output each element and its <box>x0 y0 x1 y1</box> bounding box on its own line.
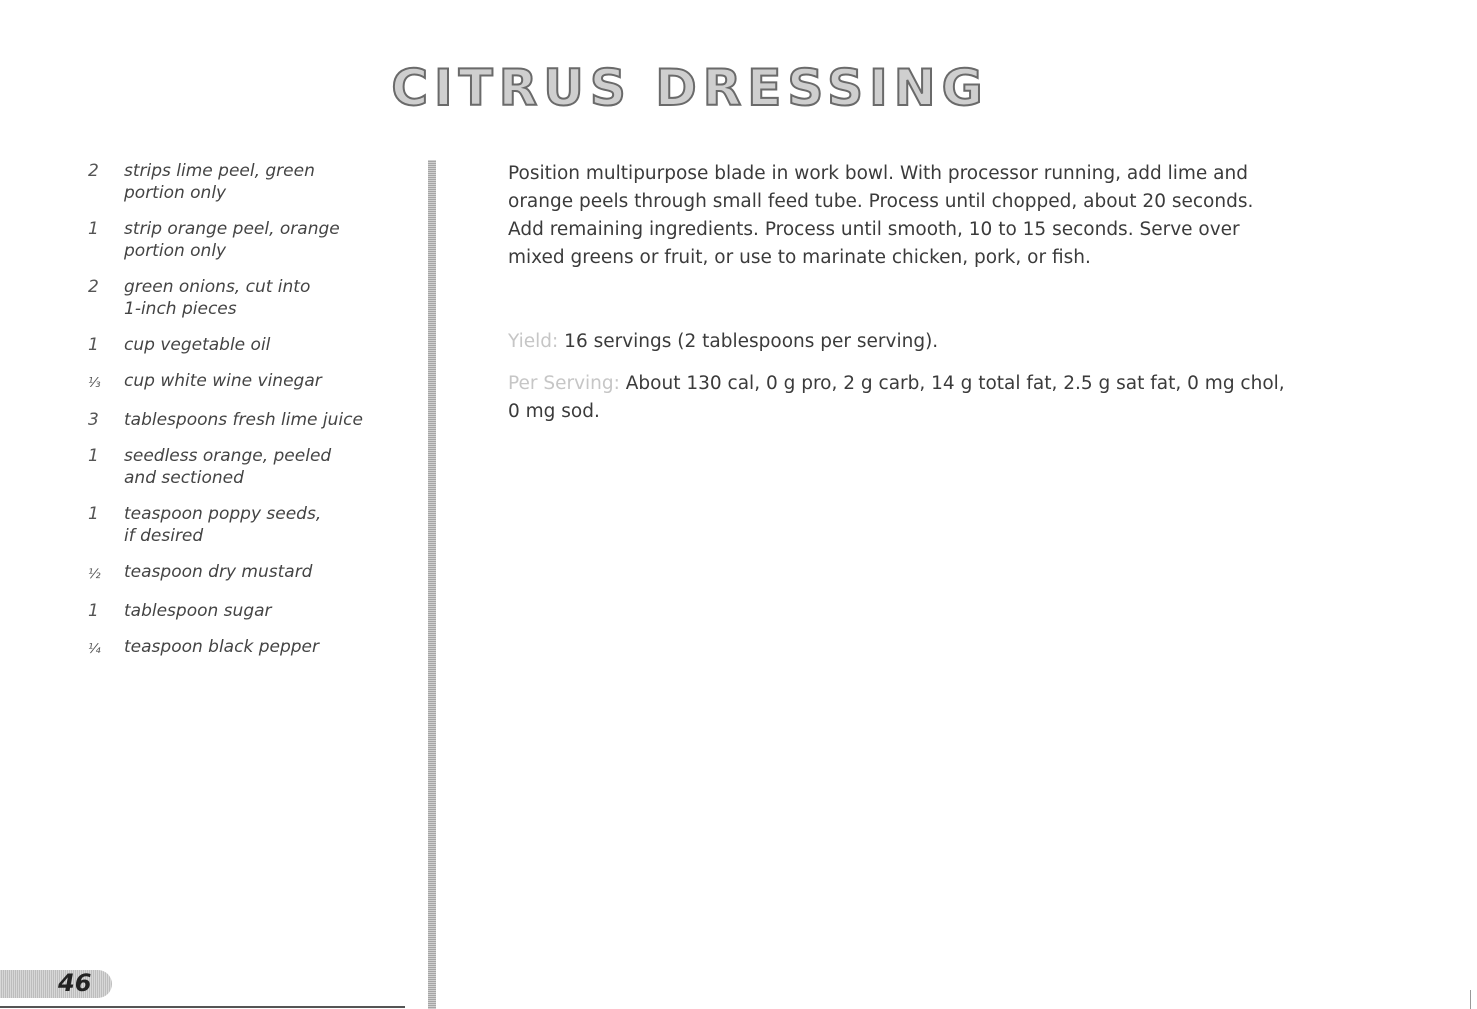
ingredient-item <box>86 445 406 489</box>
ingredient-quantity: 1 <box>88 219 99 239</box>
page-title: CITRUS DRESSING <box>391 59 989 117</box>
ingredient-name: green onions, cut into 1-inch pieces <box>124 277 311 319</box>
ingredient-name: tablespoons fresh lime juice <box>124 410 363 430</box>
ingredient-quantity: 1 <box>88 335 99 355</box>
footer-rule <box>0 1006 405 1008</box>
ingredient-item <box>86 561 406 586</box>
ingredient-name: cup white wine vinegar <box>124 371 322 391</box>
ingredient-quantity: 2 <box>88 277 99 297</box>
ingredient-quantity: ½ <box>88 567 101 582</box>
ingredient-quantity: ¼ <box>88 642 101 657</box>
edge-tick <box>1470 990 1471 1009</box>
ingredient-item <box>86 503 406 547</box>
ingredient-name: strips lime peel, green portion only <box>124 161 315 203</box>
ingredient-item <box>86 636 406 661</box>
ingredient-item <box>86 409 406 431</box>
ingredient-name: tablespoon sugar <box>124 601 272 621</box>
page-number: 46 <box>58 969 92 997</box>
ingredient-name: cup vegetable oil <box>124 335 271 355</box>
yield-value: 16 servings (2 tablespoons per serving). <box>564 331 939 352</box>
ingredient-quantity: 2 <box>88 161 99 181</box>
ingredient-name: strip orange peel, orange portion only <box>124 219 340 261</box>
ingredient-quantity: 1 <box>88 446 99 466</box>
ingredient-item <box>86 160 406 204</box>
per-serving-label: Per Serving: <box>508 373 620 394</box>
yield-label: Yield: <box>508 331 559 352</box>
ingredient-item <box>86 276 406 320</box>
column-divider <box>428 160 436 1009</box>
ingredient-item <box>86 218 406 262</box>
ingredient-name: teaspoon dry mustard <box>124 562 313 582</box>
per-serving-value: About 130 cal, 0 g pro, 2 g carb, 14 g total fat, 2.5 g sat fat, 0 mg chol, 0 mg sod. <box>508 373 1285 422</box>
ingredient-item <box>86 600 406 622</box>
per-serving-line <box>508 370 1288 426</box>
ingredient-name: seedless orange, peeled and sectioned <box>124 446 332 488</box>
ingredient-item <box>86 334 406 356</box>
instructions-text: Position multipurpose blade in work bowl. With processor running, add lime and orange peels through small feed tube. Process until chopped, about 20 seconds. Add remaining ingredients. Process until smooth, 10 to 15 seconds. Serve over mixed greens or fruit, or use to marinate chicken, pork, or fish. <box>508 163 1254 268</box>
ingredient-name: teaspoon black pepper <box>124 637 319 657</box>
yield-line <box>508 328 1288 356</box>
ingredient-name: teaspoon poppy seeds, if desired <box>124 504 322 546</box>
page-number-tab <box>0 970 112 998</box>
ingredient-quantity: 3 <box>88 410 99 430</box>
ingredient-quantity: 1 <box>88 504 99 524</box>
ingredient-quantity: ⅓ <box>88 376 101 391</box>
ingredient-quantity: 1 <box>88 601 99 621</box>
ingredient-item <box>86 370 406 395</box>
ingredient-list <box>86 160 406 675</box>
